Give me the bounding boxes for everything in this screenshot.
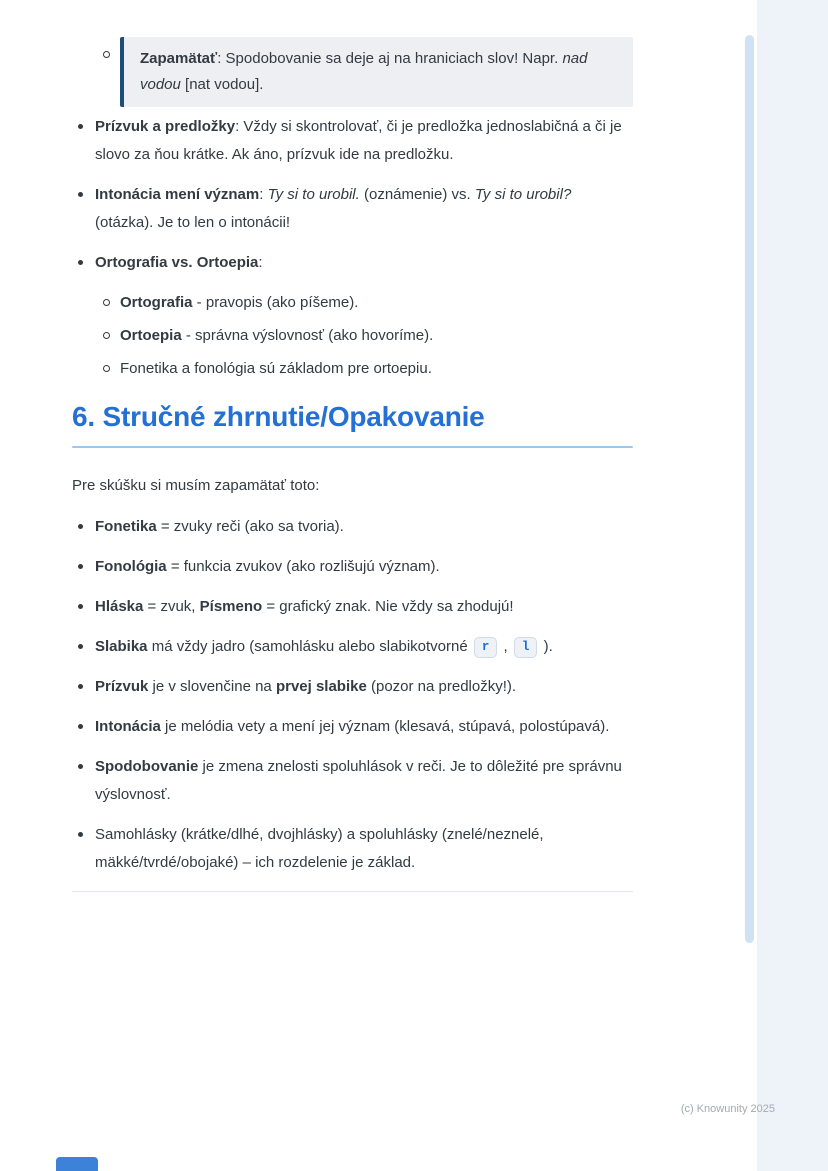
list-item [72,821,633,877]
list-item [103,37,633,107]
list-item-text: Spodobovanie je zmena znelosti spoluhlások v reči. Je to dôležité pre správnu výslovnosť. [95,758,622,803]
bullet-cell [103,289,120,316]
list-item-text: Prízvuk a predložky: Vždy si skontrolovať, či je predložka jednoslabičná a či je slovo za ňou krátke. Ak áno, prízvuk ide na predložku. [95,118,622,163]
callout-text: Zapamätať: Spodobovanie sa deje aj na hraniciach slov! Napr. nad vodou [nat vodou]. [140,50,588,93]
disc-bullet-icon [78,524,83,529]
list-item-text: Fonetika a fonológia sú základom pre ortoepiu. [120,360,432,377]
disc-bullet-icon [78,832,83,837]
list-item [72,553,633,581]
list-item-text: Samohlásky (krátke/dlhé, dvojhlásky) a spoluhlásky (znelé/neznelé, mäkké/tvrdé/obojaké) – ich rozdelenie je základ. [95,826,544,871]
right-margin-panel [757,0,828,1171]
list-item [72,513,633,541]
bullet-cell [72,113,95,169]
section-divider [72,891,633,892]
disc-bullet-icon [78,644,83,649]
list-item [103,289,633,316]
bullet-cell [72,673,95,701]
bottom-blue-partial-element [56,1157,98,1171]
bullet-cell [72,181,95,237]
list-item-text: Ortografia - pravopis (ako píšeme). [120,294,359,311]
disc-bullet-icon [78,684,83,689]
bullet-cell [103,322,120,349]
list-item [72,113,633,169]
list-item-text: Slabika má vždy jadro (samohlásku alebo slabikotvorné r , l ). [95,633,633,661]
document-content [72,37,633,892]
list-item-text: Ortoepia - správna výslovnosť (ako hovoríme). [120,327,434,344]
disc-bullet-icon [78,124,83,129]
heading-underline [72,446,633,448]
bullet-cell [103,355,120,382]
ortho-sublist [103,289,633,382]
intro-paragraph: Pre skúšku si musím zapamätať toto: [72,477,320,494]
list-item-text: Intonácia mení význam: Ty si to urobil. (oznámenie) vs. Ty si to urobil? (otázka). Je to len o intonácii! [95,186,572,231]
list-item [72,673,633,701]
bullet-cell [103,37,120,107]
tips-list [72,113,633,277]
disc-bullet-icon [78,260,83,265]
list-item [103,355,633,382]
callout-list [103,37,633,107]
disc-bullet-icon [78,192,83,197]
list-item-text: Hláska = zvuk, Písmeno = grafický znak. Nie vždy sa zhodujú! [95,598,514,615]
list-item [72,249,633,277]
circle-bullet-icon [103,299,110,306]
bullet-cell [72,753,95,809]
bullet-cell [72,821,95,877]
list-item [103,322,633,349]
list-item-text: Prízvuk je v slovenčine na prvej slabike (pozor na predložky!). [95,678,517,695]
list-item-text: Fonológia = funkcia zvukov (ako rozlišujú význam). [95,558,440,575]
list-item-text: Ortografia vs. Ortoepia: [95,254,263,271]
list-item [72,633,633,661]
list-item [72,181,633,237]
circle-bullet-icon [103,332,110,339]
bullet-cell [72,513,95,541]
list-item-text: Intonácia je melódia vety a mení jej význam (klesavá, stúpavá, polostúpavá). [95,718,610,735]
list-item [72,713,633,741]
summary-list [72,513,633,877]
bullet-cell [72,593,95,621]
disc-bullet-icon [78,604,83,609]
bullet-cell [72,633,95,661]
footer-copyright: (c) Knowunity 2025 [680,1103,775,1115]
circle-bullet-icon [103,51,110,58]
list-item-text: Fonetika = zvuky reči (ako sa tvoria). [95,518,344,535]
scrollbar-thumb[interactable] [745,35,754,943]
section-heading: 6. Stručné zhrnutie/Opakovanie [72,401,485,432]
callout-note [120,37,633,107]
disc-bullet-icon [78,564,83,569]
disc-bullet-icon [78,764,83,769]
list-item [72,593,633,621]
bullet-cell [72,713,95,741]
bullet-cell [72,249,95,277]
bullet-cell [72,553,95,581]
list-item [72,753,633,809]
circle-bullet-icon [103,365,110,372]
disc-bullet-icon [78,724,83,729]
